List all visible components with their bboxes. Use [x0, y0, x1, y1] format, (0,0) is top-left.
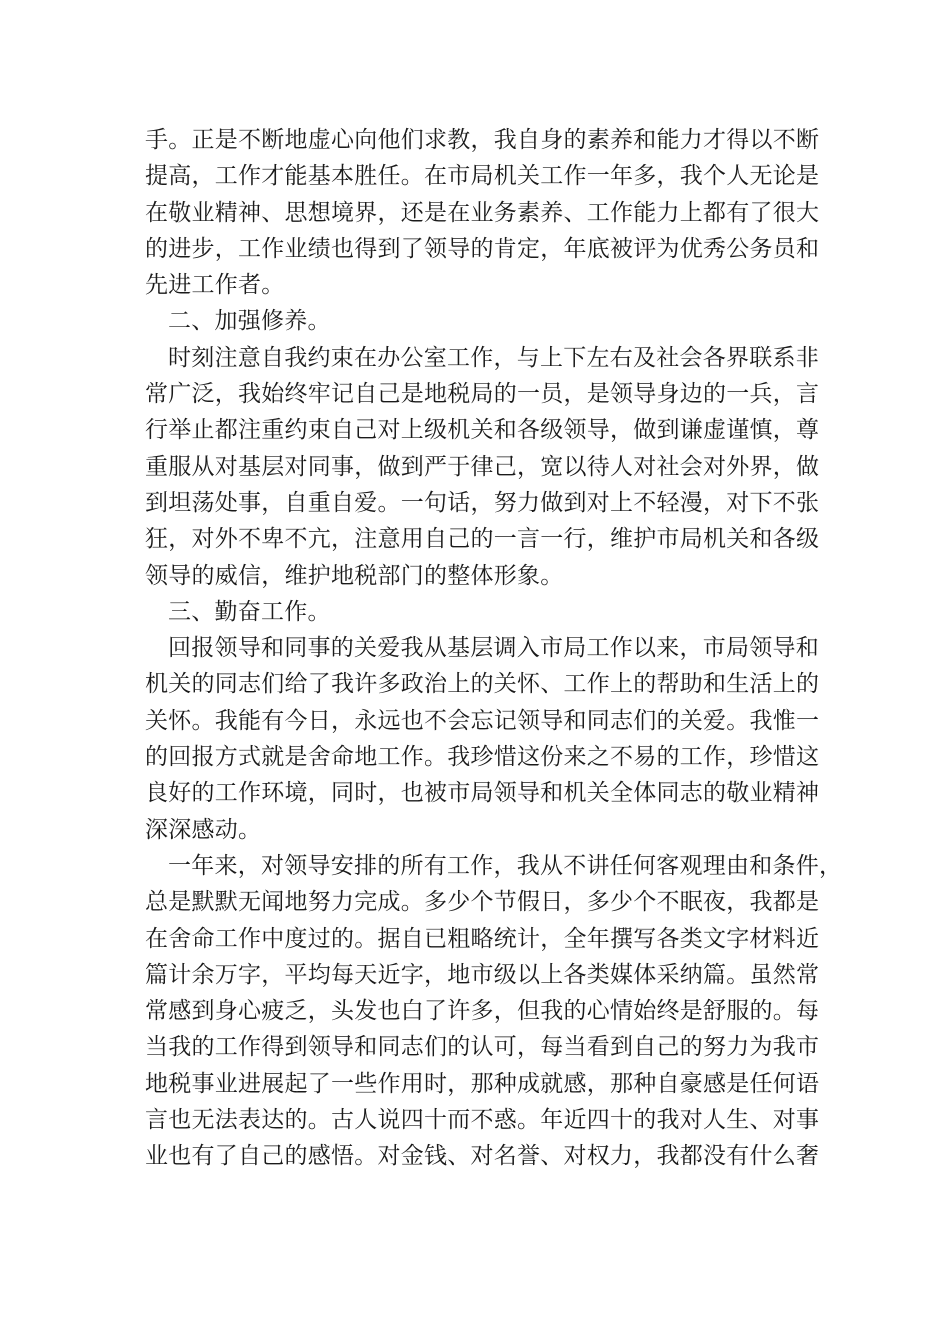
text-line: 狂，对外不卑不亢，注意用自己的一言一行，维护市局机关和各级: [145, 526, 820, 553]
text-line: 在舍命工作中度过的。据自已粗略统计，全年撰写各类文字材料近: [145, 925, 820, 952]
text-line: 机关的同志们给了我许多政治上的关怀、工作上的帮助和生活上的: [145, 671, 820, 698]
text-line: 重服从对基层对同事，做到严于律己，宽以待人对社会对外界，做: [145, 453, 820, 480]
text-line: 提高，工作才能基本胜任。在市局机关工作一年多，我个人无论是: [145, 163, 820, 190]
text-line: 领导的威信，维护地税部门的整体形象。: [145, 562, 564, 589]
text-line: 篇计余万字，平均每天近字，地市级以上各类媒体采纳篇。虽然常: [145, 961, 820, 988]
text-line: 的回报方式就是舍命地工作。我珍惜这份来之不易的工作，珍惜这: [145, 744, 820, 771]
text-line: 当我的工作得到领导和同志们的认可，每当看到自己的努力为我市: [145, 1034, 820, 1061]
text-line: 的进步，工作业绩也得到了领导的肯定，年底被评为优秀公务员和: [145, 235, 820, 262]
text-line: 在敬业精神、思想境界，还是在业务素养、工作能力上都有了很大: [145, 199, 820, 226]
text-line: 二、加强修养。: [168, 308, 331, 335]
text-line: 良好的工作环境，同时，也被市局领导和机关全体同志的敬业精神: [145, 780, 820, 807]
text-line: 业也有了自己的感悟。对金钱、对名誉、对权力，我都没有什么奢: [145, 1143, 820, 1170]
text-line: 先进工作者。: [145, 272, 285, 299]
text-line: 常感到身心疲乏，头发也白了许多，但我的心情始终是舒服的。每: [145, 998, 820, 1025]
text-line: 到坦荡处事，自重自爱。一句话，努力做到对上不轻漫，对下不张: [145, 489, 820, 516]
text-line: 关怀。我能有今日，永远也不会忘记领导和同志们的关爱。我惟一: [145, 707, 820, 734]
text-line: 三、勤奋工作。: [168, 598, 331, 625]
text-line: 常广泛，我始终牢记自己是地税局的一员，是领导身边的一兵，言: [145, 381, 820, 408]
text-line: 手。正是不断地虚心向他们求教，我自身的素养和能力才得以不断: [145, 127, 820, 153]
text-line: 地税事业进展起了一些作用时，那种成就感，那种自豪感是任何语: [145, 1070, 820, 1097]
document-body: [145, 122, 843, 1175]
text-line: 一年来，对领导安排的所有工作，我从不讲任何客观理由和条件，: [168, 852, 843, 879]
text-line: 行举止都注重约束自己对上级机关和各级领导，做到谦虚谨慎，尊: [145, 417, 820, 444]
text-line: 时刻注意自我约束在办公室工作，与上下左右及社会各界联系非: [168, 344, 819, 371]
text-line: 深深感动。: [145, 816, 262, 843]
text-line: 回报领导和同事的关爱我从基层调入市局工作以来，市局领导和: [168, 635, 819, 662]
text-line: 总是默默无闻地努力完成。多少个节假日，多少个不眠夜，我都是: [145, 889, 820, 916]
text-line: 言也无法表达的。古人说四十而不惑。年近四十的我对人生、对事: [145, 1107, 820, 1134]
